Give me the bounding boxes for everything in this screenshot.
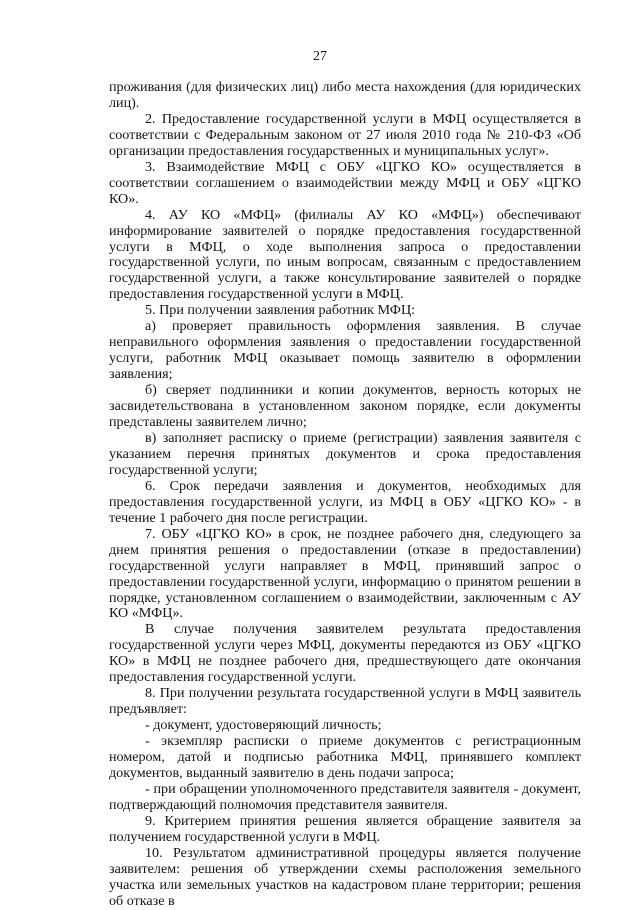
paragraph-8-documents-presented: 8. При получении результата государственной услуги в МФЦ заявитель предъявляет: [109, 685, 581, 718]
paragraph-6-transfer-term: 6. Срок передачи заявления и документов, необходимых для предоставления государственной услуги, из МФЦ в ОБУ «ЦГКО КО» - в течение 1 рабочего дня после регистрации. [109, 477, 581, 526]
page-number: 27 [313, 49, 327, 64]
paragraph-5c-receipt: в) заполняет расписку о приеме (регистрации) заявления заявителя с указанием перечня принятых документов и срока предоставления государственной услуги; [109, 429, 581, 478]
paragraph-5b-verify-copies: б) сверяет подлинники и копии документов, верность которых не засвидетельствована в установленном законом порядке, если документы представлены заявителем лично; [109, 382, 581, 431]
paragraph-2-legal-basis: 2. Предоставление государственной услуги в МФЦ осуществляется в соответствии с Федеральным законом от 27 июля 2010 года № 210-ФЗ «Об организации предоставления государственных и муниципальных услуг». [109, 110, 581, 159]
paragraph-7-result-via-mfc: В случае получения заявителем результата предоставления государственной услуги через МФЦ, документы передаются из ОБУ «ЦГКО КО» в МФЦ не позднее рабочего дня, предшествующего дате окончания предоставления государственной услуги. [109, 621, 581, 686]
paragraph-residence-continuation: проживания (для физических лиц) либо места нахождения (для юридических лиц). [109, 79, 581, 111]
list-item-representative-authority: - при обращении уполномоченного представителя заявителя - документ, подтверждающий полномочия представителя заявителя. [109, 780, 581, 813]
paragraph-7-decision-transfer: 7. ОБУ «ЦГКО КО» в срок, не позднее рабочего дня, следующего за днем принятия решения о предоставлении (отказе в предоставлении) государственной услуги направляет в МФЦ, принявший запрос о предоставлении государственной услуги, информацию о принятом решении в порядке, установленном соглашением о взаимодействии, заключенным с АУ КО «МФЦ». [109, 525, 581, 622]
paragraph-4-informing: 4. АУ КО «МФЦ» (филиалы АУ КО «МФЦ») обеспечивают информирование заявителей о порядке предоставления государственной услуги в МФЦ, о ходе выполнения запроса о предоставлении государственной услуги, по иным вопросам, связанным с предоставлением государственной услуги, а также консультирование заявителей о порядке предоставления государственной услуги в МФЦ. [109, 206, 581, 303]
paragraph-10-procedure-result: 10. Результатом административной процедуры является получение заявителем: решения об утверждении схемы расположения земельного участка или земельных участков на кадастровом плане территории; решения об отказе в [109, 844, 581, 909]
list-item-receipt-copy: - экземпляр расписки о приеме документов с регистрационным номером, датой и подписью работника МФЦ, принявшего комплект документов, выданный заявителю в день подачи запроса; [109, 733, 581, 781]
paragraph-3-interaction: 3. Взаимодействие МФЦ с ОБУ «ЦГКО КО» осуществляется в соответствии соглашением о взаимодействии между МФЦ и ОБУ «ЦГКО КО». [109, 158, 581, 207]
paragraph-9-decision-criterion: 9. Критерием принятия решения является обращение заявителя за получением государственной услуги в МФЦ. [109, 812, 581, 845]
paragraph-5a-check-form: а) проверяет правильность оформления заявления. В случае неправильного оформления заявления о предоставлении государственной услуги, работник МФЦ оказывает помощь заявителю в оформлении заявления; [109, 318, 581, 383]
document-body [109, 80, 581, 910]
paragraph-5-receipt-of-application: 5. При получении заявления работник МФЦ: [145, 302, 416, 319]
list-item-identity-document: - документ, удостоверяющий личность; [145, 717, 382, 734]
